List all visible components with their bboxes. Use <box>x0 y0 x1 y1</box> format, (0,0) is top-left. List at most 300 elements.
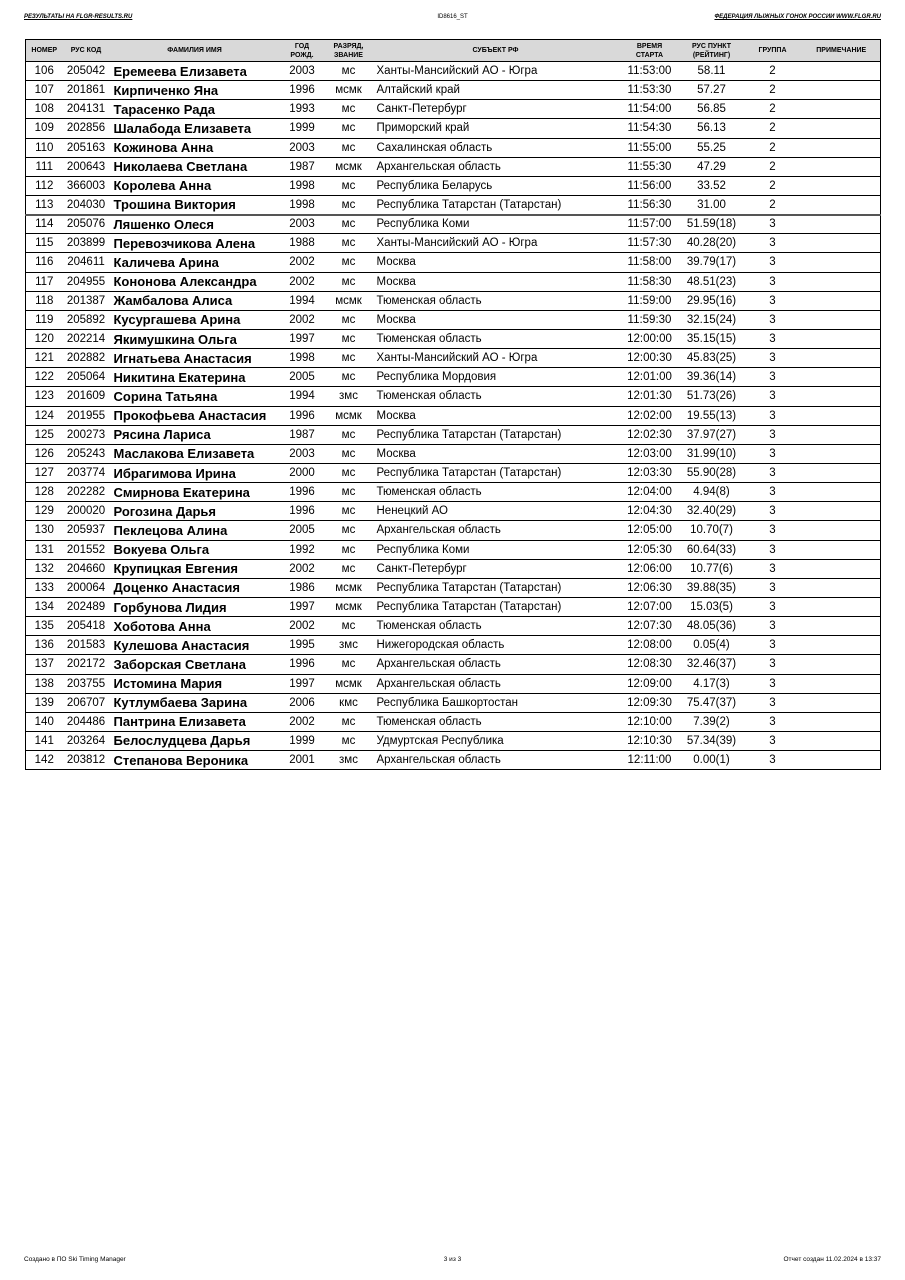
table-row <box>26 310 881 329</box>
cell-num: 119 <box>26 310 63 329</box>
cell-points: 10.70(7) <box>681 521 743 540</box>
cell-group: 3 <box>743 387 803 406</box>
cell-group: 3 <box>743 444 803 463</box>
cell-note <box>803 62 881 81</box>
cell-year: 1998 <box>280 176 325 195</box>
table-row <box>26 731 881 750</box>
col-header-points <box>681 40 743 62</box>
cell-code: 204131 <box>63 100 110 119</box>
cell-start-time: 12:02:00 <box>619 406 681 425</box>
cell-num: 110 <box>26 138 63 157</box>
cell-points: 31.99(10) <box>681 444 743 463</box>
col-header-year-line2: РОЖД. <box>290 51 314 59</box>
cell-num: 128 <box>26 483 63 502</box>
cell-note <box>803 253 881 272</box>
cell-group: 3 <box>743 234 803 253</box>
cell-note <box>803 349 881 368</box>
cell-code: 202172 <box>63 655 110 674</box>
cell-code: 205937 <box>63 521 110 540</box>
cell-year: 1986 <box>280 578 325 597</box>
cell-points: 15.03(5) <box>681 597 743 616</box>
cell-name: Шалабода Елизавета <box>110 119 280 138</box>
cell-num: 120 <box>26 329 63 348</box>
cell-points: 56.85 <box>681 100 743 119</box>
cell-region: Москва <box>373 444 619 463</box>
cell-year: 1988 <box>280 234 325 253</box>
cell-group: 3 <box>743 559 803 578</box>
header-left-link[interactable]: РЕЗУЛЬТАТЫ НА FLGR-RESULTS.RU <box>24 14 133 20</box>
cell-points: 55.25 <box>681 138 743 157</box>
cell-code: 203774 <box>63 463 110 482</box>
cell-region: Москва <box>373 310 619 329</box>
cell-rank: мсмк <box>325 81 373 100</box>
table-row <box>26 62 881 81</box>
cell-year: 1996 <box>280 406 325 425</box>
cell-num: 134 <box>26 597 63 616</box>
cell-start-time: 11:56:00 <box>619 176 681 195</box>
cell-rank: мс <box>325 272 373 291</box>
cell-group: 3 <box>743 406 803 425</box>
cell-note <box>803 387 881 406</box>
cell-points: 33.52 <box>681 176 743 195</box>
cell-region: Тюменская область <box>373 291 619 310</box>
cell-year: 2002 <box>280 253 325 272</box>
cell-year: 2000 <box>280 463 325 482</box>
cell-group: 3 <box>743 483 803 502</box>
cell-points: 57.27 <box>681 81 743 100</box>
cell-note <box>803 712 881 731</box>
cell-group: 3 <box>743 540 803 559</box>
col-header-start-line1: ВРЕМЯ <box>636 42 663 50</box>
cell-num: 138 <box>26 674 63 693</box>
cell-points: 47.29 <box>681 157 743 176</box>
cell-name: Смирнова Екатерина <box>110 483 280 502</box>
cell-num: 118 <box>26 291 63 310</box>
cell-code: 200020 <box>63 502 110 521</box>
cell-rank: мс <box>325 540 373 559</box>
table-row <box>26 444 881 463</box>
cell-group: 2 <box>743 176 803 195</box>
cell-note <box>803 310 881 329</box>
cell-code: 205163 <box>63 138 110 157</box>
cell-rank: мс <box>325 119 373 138</box>
cell-name: Ибрагимова Ирина <box>110 463 280 482</box>
table-row <box>26 81 881 100</box>
cell-code: 203812 <box>63 751 110 770</box>
table-row <box>26 215 881 234</box>
cell-start-time: 12:10:30 <box>619 731 681 750</box>
cell-year: 2006 <box>280 693 325 712</box>
cell-num: 132 <box>26 559 63 578</box>
cell-name: Степанова Вероника <box>110 751 280 770</box>
cell-num: 126 <box>26 444 63 463</box>
col-header-region: СУБЪЕКТ РФ <box>373 40 619 62</box>
cell-start-time: 12:05:30 <box>619 540 681 559</box>
cell-start-time: 12:00:00 <box>619 329 681 348</box>
cell-year: 2003 <box>280 444 325 463</box>
cell-region: Ненецкий АО <box>373 502 619 521</box>
cell-rank: мс <box>325 425 373 444</box>
cell-code: 205064 <box>63 368 110 387</box>
cell-region: Республика Беларусь <box>373 176 619 195</box>
cell-year: 1999 <box>280 119 325 138</box>
cell-year: 2005 <box>280 368 325 387</box>
cell-group: 3 <box>743 578 803 597</box>
cell-rank: мс <box>325 559 373 578</box>
cell-points: 75.47(37) <box>681 693 743 712</box>
cell-start-time: 11:53:30 <box>619 81 681 100</box>
cell-start-time: 12:08:30 <box>619 655 681 674</box>
cell-region: Москва <box>373 406 619 425</box>
cell-year: 2002 <box>280 310 325 329</box>
table-row <box>26 617 881 636</box>
cell-name: Кусургашева Арина <box>110 310 280 329</box>
cell-num: 137 <box>26 655 63 674</box>
cell-region: Архангельская область <box>373 751 619 770</box>
cell-year: 1997 <box>280 329 325 348</box>
cell-name: Жамбалова Алиса <box>110 291 280 310</box>
cell-code: 204660 <box>63 559 110 578</box>
cell-num: 117 <box>26 272 63 291</box>
cell-year: 2002 <box>280 559 325 578</box>
cell-rank: мс <box>325 349 373 368</box>
cell-name: Пеклецова Алина <box>110 521 280 540</box>
cell-points: 45.83(25) <box>681 349 743 368</box>
cell-note <box>803 329 881 348</box>
cell-region: Тюменская область <box>373 387 619 406</box>
table-row <box>26 712 881 731</box>
cell-name: Крупицкая Евгения <box>110 559 280 578</box>
cell-start-time: 12:11:00 <box>619 751 681 770</box>
cell-points: 37.97(27) <box>681 425 743 444</box>
cell-code: 203755 <box>63 674 110 693</box>
cell-points: 32.46(37) <box>681 655 743 674</box>
cell-points: 0.00(1) <box>681 751 743 770</box>
cell-region: Архангельская область <box>373 521 619 540</box>
header-right-link[interactable]: ФЕДЕРАЦИЯ ЛЫЖНЫХ ГОНОК РОССИИ WWW.FLGR.RU <box>714 14 881 20</box>
cell-year: 2002 <box>280 712 325 731</box>
table-row <box>26 138 881 157</box>
cell-num: 129 <box>26 502 63 521</box>
cell-code: 201387 <box>63 291 110 310</box>
cell-note <box>803 176 881 195</box>
table-row <box>26 425 881 444</box>
col-header-num: НОМЕР <box>26 40 63 62</box>
cell-region: Санкт-Петербург <box>373 559 619 578</box>
cell-points: 4.17(3) <box>681 674 743 693</box>
cell-name: Доценко Анастасия <box>110 578 280 597</box>
cell-name: Никитина Екатерина <box>110 368 280 387</box>
table-row <box>26 291 881 310</box>
cell-start-time: 12:04:00 <box>619 483 681 502</box>
cell-group: 3 <box>743 655 803 674</box>
cell-code: 201583 <box>63 636 110 655</box>
cell-note <box>803 674 881 693</box>
cell-note <box>803 731 881 750</box>
table-row <box>26 751 881 770</box>
cell-name: Пантрина Елизавета <box>110 712 280 731</box>
col-header-points-line2: (РЕЙТИНГ) <box>692 51 731 59</box>
cell-start-time: 12:06:30 <box>619 578 681 597</box>
cell-name: Королева Анна <box>110 176 280 195</box>
cell-rank: мсмк <box>325 291 373 310</box>
cell-region: Ханты-Мансийский АО - Югра <box>373 349 619 368</box>
cell-region: Москва <box>373 253 619 272</box>
cell-rank: мсмк <box>325 157 373 176</box>
cell-note <box>803 483 881 502</box>
cell-points: 40.28(20) <box>681 234 743 253</box>
cell-group: 2 <box>743 138 803 157</box>
cell-rank: змс <box>325 387 373 406</box>
cell-num: 112 <box>26 176 63 195</box>
cell-code: 204955 <box>63 272 110 291</box>
col-header-year <box>280 40 325 62</box>
cell-name: Рясина Лариса <box>110 425 280 444</box>
cell-code: 203899 <box>63 234 110 253</box>
cell-points: 39.88(35) <box>681 578 743 597</box>
footer-report-date: Отчет создан 11.02.2024 в 13:37 <box>783 1256 881 1263</box>
cell-group: 3 <box>743 674 803 693</box>
cell-num: 131 <box>26 540 63 559</box>
cell-note <box>803 272 881 291</box>
cell-name: Истомина Мария <box>110 674 280 693</box>
cell-group: 3 <box>743 693 803 712</box>
table-row <box>26 483 881 502</box>
table-row <box>26 693 881 712</box>
cell-note <box>803 368 881 387</box>
table-row <box>26 176 881 195</box>
cell-start-time: 12:09:30 <box>619 693 681 712</box>
cell-rank: мс <box>325 521 373 540</box>
cell-num: 122 <box>26 368 63 387</box>
cell-note <box>803 502 881 521</box>
table-row <box>26 463 881 482</box>
cell-region: Ханты-Мансийский АО - Югра <box>373 62 619 81</box>
cell-start-time: 12:03:00 <box>619 444 681 463</box>
cell-note <box>803 636 881 655</box>
cell-name: Кутлумбаева Зарина <box>110 693 280 712</box>
cell-name: Трошина Виктория <box>110 195 280 214</box>
cell-name: Еремеева Елизавета <box>110 62 280 81</box>
cell-group: 3 <box>743 597 803 616</box>
col-header-name: ФАМИЛИЯ ИМЯ <box>110 40 280 62</box>
cell-region: Нижегородская область <box>373 636 619 655</box>
cell-region: Сахалинская область <box>373 138 619 157</box>
cell-points: 39.79(17) <box>681 253 743 272</box>
cell-rank: кмс <box>325 693 373 712</box>
cell-region: Москва <box>373 272 619 291</box>
cell-year: 1987 <box>280 157 325 176</box>
cell-points: 32.40(29) <box>681 502 743 521</box>
cell-num: 107 <box>26 81 63 100</box>
cell-rank: мс <box>325 100 373 119</box>
cell-rank: змс <box>325 636 373 655</box>
cell-start-time: 11:53:00 <box>619 62 681 81</box>
cell-points: 35.15(15) <box>681 329 743 348</box>
cell-rank: мс <box>325 655 373 674</box>
cell-group: 3 <box>743 310 803 329</box>
cell-rank: мс <box>325 62 373 81</box>
cell-year: 2002 <box>280 272 325 291</box>
cell-region: Тюменская область <box>373 329 619 348</box>
cell-rank: мс <box>325 444 373 463</box>
cell-num: 125 <box>26 425 63 444</box>
table-row <box>26 674 881 693</box>
cell-name: Прокофьева Анастасия <box>110 406 280 425</box>
cell-note <box>803 540 881 559</box>
cell-name: Белослудцева Дарья <box>110 731 280 750</box>
cell-group: 3 <box>743 463 803 482</box>
cell-num: 133 <box>26 578 63 597</box>
cell-note <box>803 157 881 176</box>
cell-group: 3 <box>743 751 803 770</box>
cell-rank: мс <box>325 712 373 731</box>
cell-group: 3 <box>743 502 803 521</box>
cell-points: 0.05(4) <box>681 636 743 655</box>
col-header-year-line1: ГОД <box>294 42 310 50</box>
cell-rank: мс <box>325 368 373 387</box>
cell-rank: мс <box>325 176 373 195</box>
cell-code: 202882 <box>63 349 110 368</box>
cell-group: 3 <box>743 349 803 368</box>
cell-start-time: 12:04:30 <box>619 502 681 521</box>
table-row <box>26 253 881 272</box>
cell-points: 4.94(8) <box>681 483 743 502</box>
cell-rank: змс <box>325 751 373 770</box>
cell-name: Горбунова Лидия <box>110 597 280 616</box>
cell-year: 1996 <box>280 483 325 502</box>
cell-code: 204611 <box>63 253 110 272</box>
cell-code: 366003 <box>63 176 110 195</box>
cell-year: 1997 <box>280 597 325 616</box>
cell-name: Заборская Светлана <box>110 655 280 674</box>
cell-note <box>803 100 881 119</box>
cell-start-time: 11:54:00 <box>619 100 681 119</box>
cell-note <box>803 291 881 310</box>
cell-note <box>803 444 881 463</box>
cell-code: 201955 <box>63 406 110 425</box>
cell-start-time: 11:55:30 <box>619 157 681 176</box>
cell-rank: мс <box>325 731 373 750</box>
cell-start-time: 11:56:30 <box>619 195 681 214</box>
col-header-start-line2: СТАРТА <box>635 51 664 59</box>
cell-year: 1999 <box>280 731 325 750</box>
cell-points: 60.64(33) <box>681 540 743 559</box>
cell-code: 205076 <box>63 215 110 234</box>
cell-num: 130 <box>26 521 63 540</box>
table-row <box>26 655 881 674</box>
cell-group: 2 <box>743 81 803 100</box>
cell-region: Республика Коми <box>373 215 619 234</box>
cell-rank: мс <box>325 329 373 348</box>
cell-rank: мс <box>325 502 373 521</box>
cell-points: 10.77(6) <box>681 559 743 578</box>
cell-note <box>803 138 881 157</box>
cell-name: Тарасенко Рада <box>110 100 280 119</box>
cell-num: 111 <box>26 157 63 176</box>
col-header-code: РУС КОД <box>63 40 110 62</box>
cell-code: 200273 <box>63 425 110 444</box>
table-row <box>26 578 881 597</box>
cell-year: 1993 <box>280 100 325 119</box>
cell-region: Республика Татарстан (Татарстан) <box>373 597 619 616</box>
cell-points: 57.34(39) <box>681 731 743 750</box>
cell-name: Якимушкина Ольга <box>110 329 280 348</box>
col-header-points-line1: РУС ПУНКТ <box>691 42 732 50</box>
table-row <box>26 502 881 521</box>
cell-name: Перевозчикова Алена <box>110 234 280 253</box>
cell-points: 7.39(2) <box>681 712 743 731</box>
cell-group: 3 <box>743 712 803 731</box>
cell-region: Приморский край <box>373 119 619 138</box>
cell-code: 204486 <box>63 712 110 731</box>
cell-region: Тюменская область <box>373 483 619 502</box>
cell-region: Ханты-Мансийский АО - Югра <box>373 234 619 253</box>
col-header-group: ГРУППА <box>743 40 803 62</box>
cell-group: 3 <box>743 215 803 234</box>
cell-code: 201861 <box>63 81 110 100</box>
cell-code: 205042 <box>63 62 110 81</box>
cell-code: 204030 <box>63 195 110 214</box>
cell-rank: мс <box>325 310 373 329</box>
cell-code: 200064 <box>63 578 110 597</box>
cell-code: 202489 <box>63 597 110 616</box>
cell-note <box>803 425 881 444</box>
table-row <box>26 387 881 406</box>
cell-name: Сорина Татьяна <box>110 387 280 406</box>
cell-note <box>803 521 881 540</box>
table-row <box>26 119 881 138</box>
cell-num: 109 <box>26 119 63 138</box>
cell-points: 32.15(24) <box>681 310 743 329</box>
cell-year: 1994 <box>280 387 325 406</box>
cell-start-time: 11:57:30 <box>619 234 681 253</box>
cell-region: Тюменская область <box>373 617 619 636</box>
cell-note <box>803 597 881 616</box>
cell-start-time: 12:01:00 <box>619 368 681 387</box>
cell-code: 201552 <box>63 540 110 559</box>
cell-code: 205243 <box>63 444 110 463</box>
table-row <box>26 195 881 214</box>
cell-name: Ляшенко Олеся <box>110 215 280 234</box>
cell-year: 1994 <box>280 291 325 310</box>
cell-group: 2 <box>743 100 803 119</box>
cell-code: 202214 <box>63 329 110 348</box>
table-header-row <box>26 40 881 62</box>
cell-name: Кулешова Анастасия <box>110 636 280 655</box>
col-header-rank-line1: РАЗРЯД, <box>333 42 364 50</box>
table-body <box>26 62 881 770</box>
footer-software: Создано в ПО Ski Timing Manager <box>24 1256 126 1263</box>
cell-start-time: 12:02:30 <box>619 425 681 444</box>
col-header-rank <box>325 40 373 62</box>
cell-code: 203264 <box>63 731 110 750</box>
cell-year: 1987 <box>280 425 325 444</box>
cell-group: 3 <box>743 272 803 291</box>
cell-year: 1996 <box>280 655 325 674</box>
cell-year: 2003 <box>280 138 325 157</box>
cell-note <box>803 234 881 253</box>
cell-rank: мс <box>325 617 373 636</box>
cell-start-time: 11:55:00 <box>619 138 681 157</box>
cell-points: 19.55(13) <box>681 406 743 425</box>
table-row <box>26 368 881 387</box>
cell-group: 2 <box>743 62 803 81</box>
cell-note <box>803 215 881 234</box>
cell-points: 48.51(23) <box>681 272 743 291</box>
cell-rank: мсмк <box>325 597 373 616</box>
cell-points: 51.59(18) <box>681 215 743 234</box>
